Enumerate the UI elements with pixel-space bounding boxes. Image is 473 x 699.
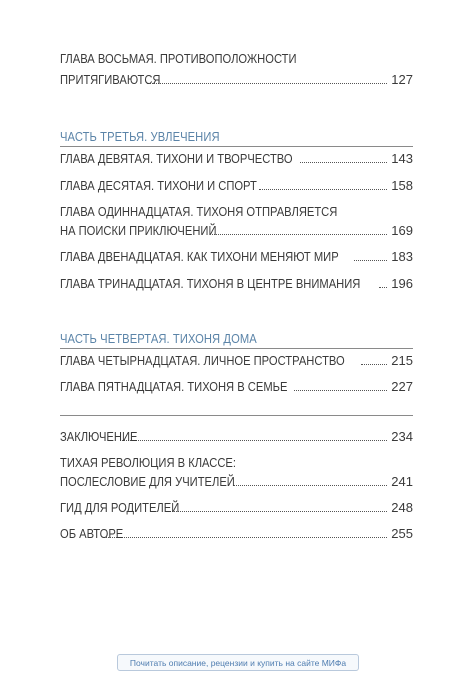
toc-entry-conclusion[interactable] (60, 429, 413, 445)
toc-entry-title: ГИД ДЛЯ РОДИТЕЛЕЙ (60, 500, 180, 515)
dot-leader (104, 536, 387, 538)
toc-entry-title: ЗАКЛЮЧЕНИЕ (60, 429, 138, 444)
dot-leader (300, 161, 387, 163)
toc-entry-author[interactable] (60, 526, 413, 542)
toc-entry-title: ПРИТЯГИВАЮТСЯ (60, 72, 161, 87)
section-divider (60, 415, 413, 416)
dot-leader (354, 259, 387, 261)
page-number: 248 (391, 500, 413, 515)
toc-entry-ch11-line1: ГЛАВА ОДИННАДЦАТАЯ. ТИХОНЯ ОТПРАВЛЯЕТСЯ (60, 204, 338, 219)
page-number: 158 (391, 178, 413, 193)
toc-entry-title: ОБ АВТОРЕ (60, 526, 124, 541)
toc-entry-title: ГЛАВА ДЕВЯТАЯ. ТИХОНИ И ТВОРЧЕСТВО (60, 151, 293, 166)
toc-entry-ch12[interactable] (60, 249, 413, 265)
section-divider (60, 348, 413, 349)
dot-leader (259, 188, 387, 190)
toc-entry-title: НА ПОИСКИ ПРИКЛЮЧЕНИЙ (60, 223, 217, 238)
page-number: 127 (391, 72, 413, 87)
toc-entry-ch11[interactable] (60, 223, 413, 239)
section-divider (60, 146, 413, 147)
page-number: 143 (391, 151, 413, 166)
toc-entry-title: ГЛАВА ЧЕТЫРНАДЦАТАЯ. ЛИЧНОЕ ПРОСТРАНСТВО (60, 353, 345, 368)
dot-leader (120, 439, 387, 441)
dot-leader (361, 363, 387, 365)
toc-entry-parents[interactable] (60, 500, 413, 516)
dot-leader (233, 484, 387, 486)
part-four-heading: ЧАСТЬ ЧЕТВЕРТАЯ. ТИХОНЯ ДОМА (60, 331, 257, 346)
toc-entry-ch8-line1: ГЛАВА ВОСЬМАЯ. ПРОТИВОПОЛОЖНОСТИ (60, 51, 297, 66)
toc-entry-title: ГЛАВА ДВЕНАДЦАТАЯ. КАК ТИХОНИ МЕНЯЮТ МИР (60, 249, 339, 264)
page-number: 196 (391, 276, 413, 291)
dot-leader (379, 286, 387, 288)
page-number: 227 (391, 379, 413, 394)
toc-entry-teachers-line1: ТИХАЯ РЕВОЛЮЦИЯ В КЛАССЕ: (60, 455, 236, 470)
toc-entry-ch10[interactable] (60, 178, 413, 194)
toc-entry-teachers[interactable] (60, 474, 413, 490)
page-number: 215 (391, 353, 413, 368)
page-number: 183 (391, 249, 413, 264)
part-three-heading: ЧАСТЬ ТРЕТЬЯ. УВЛЕЧЕНИЯ (60, 129, 220, 144)
page-number: 169 (391, 223, 413, 238)
dot-leader (169, 510, 387, 512)
dot-leader (294, 389, 387, 391)
toc-entry-ch9[interactable] (60, 151, 413, 167)
toc-entry-title: ГЛАВА ТРИНАДЦАТАЯ. ТИХОНЯ В ЦЕНТРЕ ВНИМАНИЯ (60, 276, 361, 291)
dot-leader (212, 233, 387, 235)
toc-entry-title: ГЛАВА ПЯТНАДЦАТАЯ. ТИХОНЯ В СЕМЬЕ (60, 379, 288, 394)
page-number: 255 (391, 526, 413, 541)
publisher-site-link-label: Почитать описание, рецензии и купить на сайте МИФа (129, 657, 347, 668)
toc-entry-title: ПОСЛЕСЛОВИЕ ДЛЯ УЧИТЕЛЕЙ (60, 474, 235, 489)
toc-entry-title: ГЛАВА ДЕСЯТАЯ. ТИХОНИ И СПОРТ (60, 178, 257, 193)
toc-entry-ch15[interactable] (60, 379, 413, 395)
toc-entry-ch13[interactable] (60, 276, 413, 292)
toc-entry-ch8[interactable] (60, 72, 413, 88)
toc-entry-ch14[interactable] (60, 353, 413, 369)
page-number: 241 (391, 474, 413, 489)
page-number: 234 (391, 429, 413, 444)
dot-leader (147, 82, 387, 84)
publisher-site-link[interactable] (117, 654, 359, 671)
